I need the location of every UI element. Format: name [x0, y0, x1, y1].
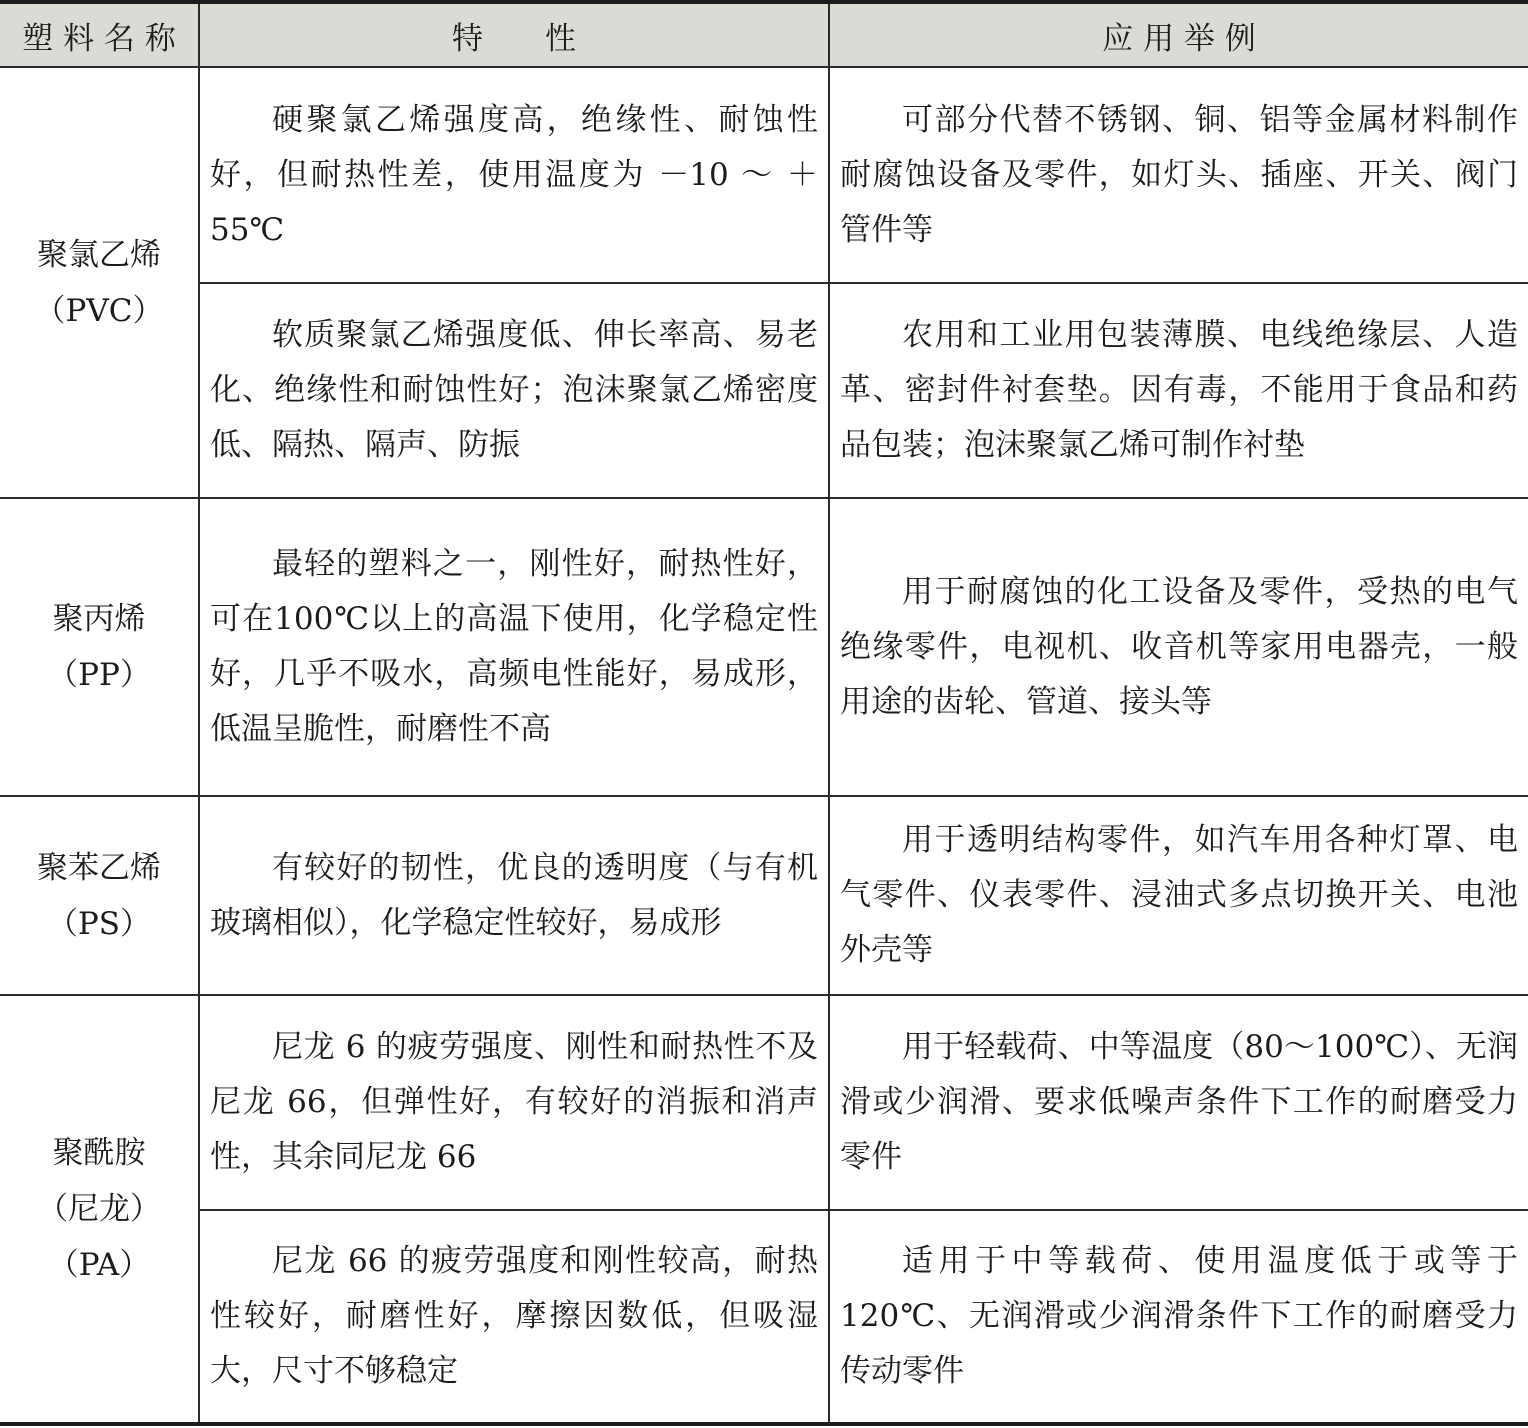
applications-cell: 可部分代替不锈钢、铜、铝等金属材料制作耐腐蚀设备及零件，如灯头、插座、开关、阀门管件等 — [829, 67, 1528, 283]
applications-cell: 用于耐腐蚀的化工设备及零件，受热的电气绝缘零件，电视机、收音机等家用电器壳，一般用途的齿轮、管道、接头等 — [829, 498, 1528, 796]
table-row — [0, 995, 1528, 1210]
applications-cell: 适用于中等载荷、使用温度低于或等于120℃、无润滑或少润滑条件下工作的耐磨受力传动零件 — [829, 1210, 1528, 1424]
table-row — [0, 1210, 1528, 1424]
properties-cell: 硬聚氯乙烯强度高，绝缘性、耐蚀性好，但耐热性差，使用温度为 －10 ～ ＋55℃ — [199, 67, 829, 283]
properties-cell: 最轻的塑料之一，刚性好，耐热性好，可在100℃以上的高温下使用，化学稳定性好，几乎不吸水，高频电性能好，易成形，低温呈脆性，耐磨性不高 — [199, 498, 829, 796]
header-applications: 应 用 举 例 — [829, 2, 1528, 67]
properties-cell: 有较好的韧性，优良的透明度（与有机玻璃相似），化学稳定性较好，易成形 — [199, 796, 829, 995]
plastic-abbr-line: （PVC） — [34, 292, 164, 329]
table-row — [0, 67, 1528, 283]
plastic-name-line: 聚氯乙烯 — [37, 236, 161, 273]
table-row — [0, 498, 1528, 796]
table-row — [0, 796, 1528, 995]
plastic-name-line: 聚丙烯 — [52, 601, 146, 637]
properties-cell: 尼龙 66 的疲劳强度和刚性较高，耐热性较好，耐磨性好，摩擦因数低，但吸湿大，尺寸不够稳定 — [199, 1210, 829, 1424]
header-plastic-name: 塑 料 名 称 — [0, 2, 199, 67]
applications-cell: 用于透明结构零件，如汽车用各种灯罩、电气零件、仪表零件、浸油式多点切换开关、电池外壳等 — [829, 796, 1528, 995]
plastic-abbr-line: （PS） — [46, 905, 152, 942]
plastic-name-line: 聚苯乙烯 — [37, 849, 161, 886]
applications-cell: 农用和工业用包装薄膜、电线绝缘层、人造革、密封件衬套垫。因有毒，不能用于食品和药品包装；泡沫聚氯乙烯可制作衬垫 — [829, 283, 1528, 498]
header-properties: 特 性 — [199, 2, 829, 67]
plastic-name-cell — [0, 498, 199, 796]
applications-cell: 用于轻载荷、中等温度（80～100℃）、无润滑或少润滑、要求低噪声条件下工作的耐磨受力零件 — [829, 995, 1528, 1210]
plastic-abbr-line: （PA） — [47, 1247, 151, 1283]
plastic-name-cell — [0, 796, 199, 995]
plastic-name-cell — [0, 67, 199, 498]
plastic-name-line: 聚酰胺 — [52, 1135, 146, 1171]
properties-cell: 尼龙 6 的疲劳强度、刚性和耐热性不及尼龙 66，但弹性好，有较好的消振和消声性，其余同尼龙 66 — [199, 995, 829, 1210]
table-row — [0, 283, 1528, 498]
plastic-alt-name-line: （尼龙） — [37, 1191, 161, 1227]
header-row — [0, 2, 1528, 67]
plastic-name-cell — [0, 995, 199, 1424]
plastic-abbr-line: （PP） — [47, 657, 151, 693]
properties-cell: 软质聚氯乙烯强度低、伸长率高、易老化、绝缘性和耐蚀性好；泡沫聚氯乙烯密度低、隔热、隔声、防振 — [199, 283, 829, 498]
